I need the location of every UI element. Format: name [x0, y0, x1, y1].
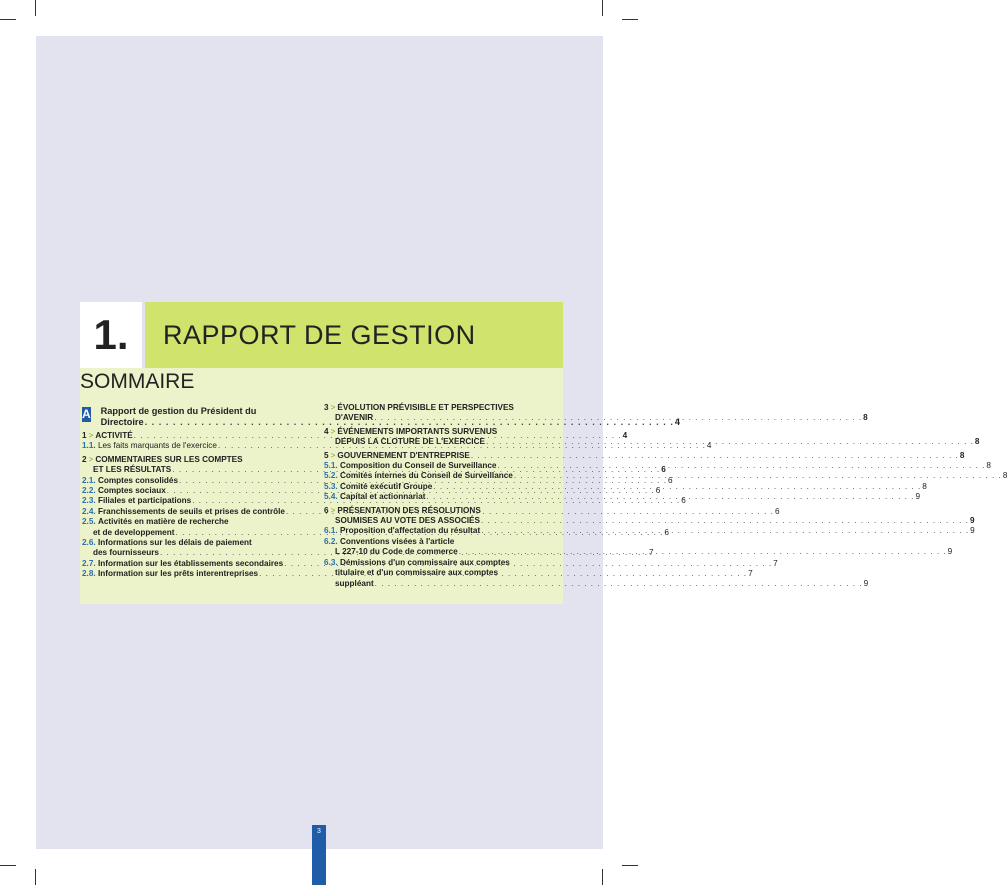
toc-entry-5-4[interactable]	[324, 492, 921, 502]
toc-entry-3[interactable]	[324, 403, 868, 424]
toc-right-column	[324, 403, 1007, 589]
page-ref: 9	[970, 526, 975, 536]
section-a-title: Rapport de gestion du Président du	[100, 406, 257, 416]
entry-label: PRÉSENTATION DES RÉSOLUTIONS	[337, 505, 481, 515]
entry-label: Comités internes du Conseil de Surveillance	[339, 471, 513, 481]
toc-entry-5-2[interactable]	[324, 471, 1007, 481]
page-ref: 9	[947, 547, 953, 557]
entry-label-cont: L 227-10 du Code de commerce	[335, 547, 458, 557]
page-ref: 8	[922, 481, 927, 491]
chapter-title-bar	[145, 302, 563, 368]
entry-label: Comptes consolidés	[97, 475, 179, 485]
entry-number: 3	[324, 403, 329, 412]
toc-entry-5-1[interactable]	[324, 461, 991, 471]
entry-code: 6.1.	[324, 526, 338, 536]
page-ref: 6	[664, 527, 669, 537]
crop-mark	[622, 19, 638, 20]
entry-label: COMMENTAIRES SUR LES COMPTES	[95, 454, 243, 464]
entry-label: Informations sur les délais de paiement	[97, 538, 252, 548]
crop-mark	[0, 19, 16, 20]
entry-label: Franchissements de seuils et prises de contrôle	[97, 506, 285, 516]
toc-entry-6-2[interactable]	[324, 536, 953, 558]
page-ref: 8	[986, 461, 991, 471]
page-ref: 6	[661, 465, 666, 475]
crop-mark	[602, 0, 603, 16]
entry-code: 2.1.	[82, 475, 96, 485]
page-ref: 4	[622, 431, 628, 440]
crop-mark	[35, 0, 36, 16]
entry-label: Les faits marquants de l'exercice	[97, 441, 217, 451]
page-ref: 7	[773, 558, 778, 568]
page-ref: 7	[748, 569, 753, 579]
entry-code: 6.3.	[324, 557, 338, 567]
arrow-icon: >	[330, 426, 336, 436]
toc-entry-6-1[interactable]	[324, 526, 975, 536]
entry-label: Comité exécutif Groupe	[339, 481, 433, 491]
crop-mark	[622, 865, 638, 866]
section-a-title-cont: Directoire	[100, 417, 144, 427]
arrow-icon: >	[330, 403, 336, 412]
entry-label: ACTIVITÉ	[95, 431, 133, 440]
toc-entry-5[interactable]	[324, 450, 965, 461]
entry-label: Information sur les établissements secondaires	[97, 558, 284, 568]
page-ref: 9	[915, 492, 921, 502]
entry-label-cont: et de developpement	[93, 527, 175, 537]
arrow-icon: >	[88, 431, 94, 440]
arrow-icon: >	[88, 454, 94, 464]
entry-label-cont: ET LES RÉSULTATS	[93, 465, 172, 475]
toc-entry-5-3[interactable]	[324, 481, 927, 492]
entry-code: 2.7.	[82, 558, 96, 568]
toc-entry-6[interactable]	[324, 505, 975, 527]
page-ref: 8	[974, 437, 980, 447]
entry-label-cont: titulaire et d'un commissaire aux comptes	[335, 568, 499, 578]
page-ref: 8	[959, 450, 965, 460]
entry-code: 5.3.	[324, 481, 338, 491]
page-ref: 8	[1002, 471, 1007, 481]
entry-label: Conventions visées à l'article	[339, 536, 455, 546]
page-ref: 6	[774, 506, 780, 516]
entry-label: GOUVERNEMENT D'ENTREPRISE	[337, 450, 470, 460]
entry-code: 2.4.	[82, 506, 96, 516]
page-ref: 9	[863, 578, 869, 588]
arrow-icon: >	[330, 450, 336, 460]
crop-mark	[602, 869, 603, 885]
page-ref: 8	[863, 413, 868, 423]
entry-label: Activités en matière de recherche	[97, 517, 229, 527]
page-ref: 9	[969, 516, 975, 526]
entry-number: 4	[324, 426, 329, 436]
entry-label: Information sur les prêts interentreprises	[97, 569, 259, 579]
entry-number: 5	[324, 450, 329, 460]
entry-label: ÉVOLUTION PRÉVISIBLE ET PERSPECTIVES	[337, 403, 514, 412]
page-ref: 4	[674, 417, 681, 427]
crop-mark	[0, 865, 16, 866]
entry-code: 2.5.	[82, 517, 96, 527]
entry-code: 5.4.	[324, 492, 338, 502]
entry-label: Capital et actionnariat	[339, 492, 426, 502]
entry-code: 5.1.	[324, 461, 338, 471]
toc-entry-4[interactable]	[324, 426, 980, 448]
page-ref: 4	[706, 441, 712, 451]
entry-number: 6	[324, 505, 329, 515]
entry-code: 1.1.	[82, 441, 96, 451]
entry-label: Composition du Conseil de Surveillance	[339, 461, 497, 471]
entry-label-cont: suppléant	[335, 578, 374, 588]
entry-code: 2.2.	[82, 486, 96, 496]
entry-label: Filiales et participations	[97, 496, 192, 506]
entry-label: Démissions d'un commissaire aux comptes	[339, 557, 510, 567]
entry-label: ÉVÉNEMENTS IMPORTANTS SURVENUS	[337, 426, 498, 436]
page-ref: 6	[655, 486, 661, 496]
chapter-title: RAPPORT DE GESTION	[163, 319, 476, 350]
entry-label: Comptes sociaux	[97, 486, 166, 496]
page-ref: 7	[648, 548, 654, 558]
entry-label-cont: SOUMISES AU VOTE DES ASSOCIÉS	[335, 516, 480, 526]
entry-code: 2.6.	[82, 538, 96, 548]
toc-entry-6-3[interactable]	[324, 557, 869, 589]
chapter-number: 1.	[80, 302, 142, 368]
entry-code: 2.8.	[82, 569, 96, 579]
page-ref: 6	[667, 475, 673, 485]
arrow-icon: >	[330, 505, 336, 515]
page-number: 3	[312, 825, 326, 885]
entry-number: 2	[82, 454, 87, 464]
sommaire-heading: SOMMAIRE	[80, 370, 195, 393]
entry-label: Proposition d'affectation du résultat	[339, 526, 481, 536]
entry-code: 5.2.	[324, 471, 338, 481]
section-badge: A	[82, 407, 91, 422]
entry-number: 1	[82, 431, 87, 440]
entry-label-cont: D'AVENIR	[335, 413, 374, 423]
entry-code: 6.2.	[324, 536, 338, 546]
crop-mark	[35, 869, 36, 885]
entry-code: 2.3.	[82, 496, 96, 506]
entry-label-cont: DEPUIS LA CLOTURE DE L'EXERCICE	[335, 437, 485, 447]
page-ref: 6	[681, 496, 686, 506]
entry-label-cont: des fournisseurs	[93, 548, 159, 558]
